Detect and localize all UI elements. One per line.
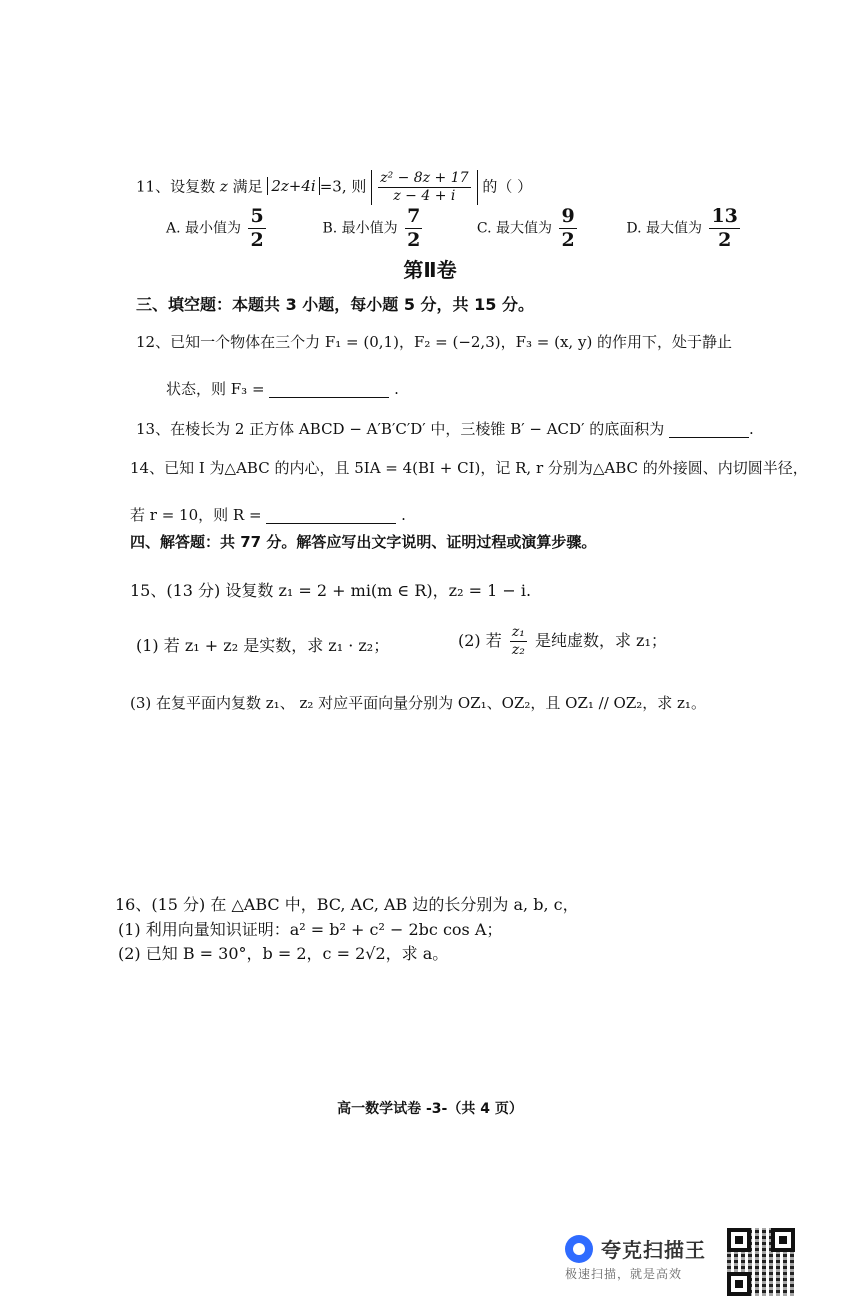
q11-option-d-frac <box>709 205 739 252</box>
q11-option-d-den: 2 <box>718 228 732 251</box>
q11-option-b-num: 7 <box>407 205 421 227</box>
brand-slogan: 极速扫描，就是高效 <box>565 1267 683 1281</box>
page-footer: 高一数学试卷 -3-（共 4 页） <box>337 1101 523 1117</box>
q11-option-c-den: 2 <box>561 228 575 251</box>
q11-abs-expression <box>371 170 477 205</box>
q11-condition-eq: =3, <box>319 177 347 196</box>
q12-answer-blank[interactable] <box>269 381 389 398</box>
q16-part2: (2) 已知 B = 30°，b = 2，c = 2√2，求 a。 <box>118 944 449 963</box>
q11-option-d-num: 13 <box>711 205 738 227</box>
q11-option-a-num: 5 <box>250 205 264 227</box>
q11-option-a-den: 2 <box>250 228 264 251</box>
q11-option-d <box>626 205 743 252</box>
q11-option-c-frac <box>559 205 576 252</box>
q11-option-d-label: D. 最大值为 <box>626 220 702 237</box>
q11-text-d: 的（ ） <box>482 177 533 196</box>
q11-fraction-den: z − 4 + i <box>393 187 456 204</box>
q14-line2: 若 r = 10，则 R = . <box>130 506 406 524</box>
brand-logo-icon <box>565 1235 593 1263</box>
q14-line1: 14、已知 I 为△ABC 的内心，且 5IA = 4(BI + CI)，记 R, r 分别为△ABC 的外接圆、内切圆半径， <box>130 459 808 477</box>
q15-stem: 15、(13 分) 设复数 z₁ = 2 + mi(m ∈ R)，z₂ = 1 − i. <box>130 581 532 600</box>
q11-fraction-num: z² − 8z + 17 <box>380 170 469 186</box>
q12-line2: 状态，则 F₃ = . <box>166 380 399 398</box>
q11-option-b-den: 2 <box>407 228 421 251</box>
q15-part1: (1) 若 z₁ + z₂ 是实数，求 z₁ · z₂； <box>136 636 390 655</box>
q11-option-a-label: A. 最小值为 <box>166 220 242 237</box>
q11-option-c-num: 9 <box>561 205 575 227</box>
q14-answer-blank[interactable] <box>266 507 396 524</box>
q11-option-c <box>477 205 622 252</box>
q16-stem: 16、(15 分) 在 △ABC 中，BC, AC, AB 边的长分别为 a, b, c， <box>115 895 579 914</box>
q14-line2-text: 若 r = 10，则 R = <box>130 506 262 524</box>
scanner-brand <box>565 1234 725 1282</box>
q15-part2-text-b: 是纯虚数，求 z₁； <box>534 630 667 650</box>
q11-stem <box>136 170 532 205</box>
q15-part2-den: z₂ <box>511 641 525 658</box>
q15-part2-text-a: (2) 若 <box>458 630 502 650</box>
q11-option-a-frac <box>248 205 265 252</box>
section-3-heading: 三、填空题：本题共 3 小题，每小题 5 分，共 15 分。 <box>136 295 534 314</box>
section-title: 第Ⅱ卷 <box>403 258 457 282</box>
q13-answer-blank[interactable] <box>669 421 749 438</box>
qr-code-icon <box>727 1228 795 1296</box>
q11-option-c-label: C. 最大值为 <box>476 220 553 237</box>
q15-part2 <box>458 624 667 659</box>
brand-name: 夸克扫描王 <box>601 1238 706 1262</box>
q11-text-b: 满足 <box>232 177 263 196</box>
q15-part2-num: z₁ <box>511 624 525 640</box>
q11-fraction <box>378 170 470 205</box>
q12-line2-text: 状态，则 F₃ = <box>166 380 265 398</box>
q13-line: 13、在棱长为 2 正方体 ABCD − A′B′C′D′ 中，三棱锥 B′ − ACD′ 的底面积为 . <box>136 420 754 438</box>
q11-var-z: z <box>219 177 228 196</box>
section-4-heading: 四、解答题：共 77 分。解答应写出文字说明、证明过程或演算步骤。 <box>130 533 597 551</box>
q11-option-b-frac <box>405 205 422 252</box>
q15-part2-frac <box>510 624 527 659</box>
q15-part3: (3) 在复平面内复数 z₁、 z₂ 对应平面向量分别为 OZ₁、OZ₂，且 OZ₁ // OZ₂，求 z₁。 <box>130 694 706 712</box>
q11-option-a <box>166 205 318 252</box>
q11-option-b-label: B. 最小值为 <box>322 220 398 237</box>
q11-option-b <box>322 205 472 252</box>
q11-options <box>166 205 743 252</box>
q13-text: 13、在棱长为 2 正方体 ABCD − A′B′C′D′ 中，三棱锥 B′ − ACD′ 的底面积为 <box>136 420 665 438</box>
q11-text-a: 11、设复数 <box>136 177 216 196</box>
q11-text-c: 则 <box>351 177 367 196</box>
q12-line1: 12、已知一个物体在三个力 F₁ = (0,1)，F₂ = (−2,3)，F₃ = (x, y) 的作用下，处于静止 <box>136 333 733 351</box>
q11-condition: 2z+4i <box>267 177 319 195</box>
q16-part1: (1) 利用向量知识证明：a² = b² + c² − 2bc cos A； <box>118 920 503 939</box>
